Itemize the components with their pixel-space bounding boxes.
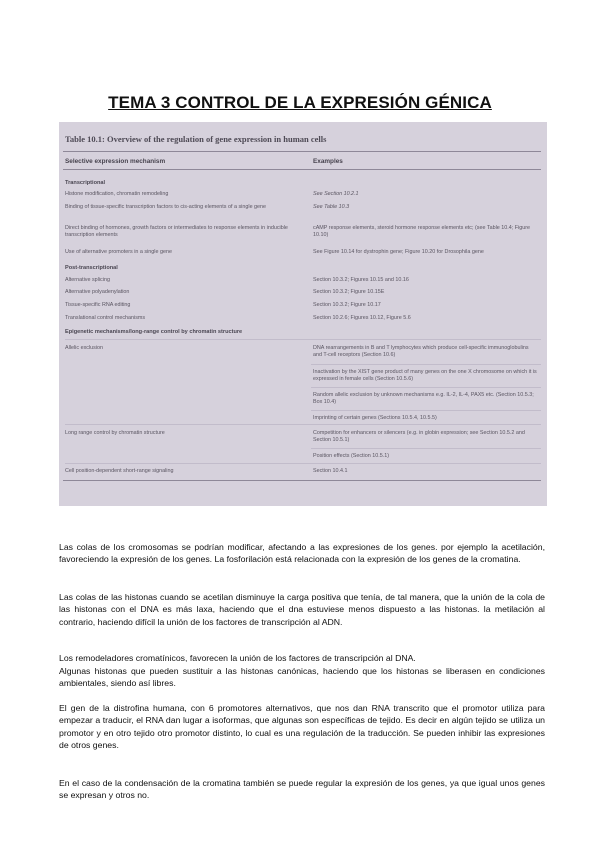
- row-rule: [65, 424, 541, 425]
- row-mechanism: Binding of tissue-specific transcription factors to cis-acting elements of a single gene: [65, 204, 267, 210]
- row-mechanism: Alternative splicing: [65, 277, 110, 283]
- paragraph-histone-tails: Las colas de las histonas cuando se acetilan disminuye la carga positiva que tenía, de tal manera, que la unión de la cola de las histonas con el DNA es más laxa, haciendo que el dna estuviese menos dispuesto a las histonas. la metilación al contrario, haciendo difícil la unión de los factores de transcripción al ADN.: [59, 592, 545, 627]
- scanned-table-image: [59, 122, 547, 506]
- row-example: cAMP response elements, steroid hormone response elements etc; (see Table 10.4; Figure 10.10): [313, 225, 531, 238]
- paragraph-remodelers: Los remodeladores cromatínicos, favorecen la unión de los factores de transcripción al DNA.: [59, 653, 416, 663]
- section-post-transcriptional: Post-transcriptional: [65, 265, 118, 271]
- row-example: Section 10.4.1: [313, 468, 348, 474]
- row-example: Position effects (Section 10.5.1): [313, 453, 390, 459]
- row-mechanism: Cell position-dependent short-range signaling: [65, 468, 174, 474]
- row-example: Section 10.3.2; Figures 10.15 and 10.16: [313, 277, 409, 283]
- row-example: DNA rearrangements in B and T lymphocytes which produce cell-specific immunoglobulins and T-cell receptors (Section 10.6): [313, 345, 529, 358]
- table-top-rule: [63, 151, 541, 152]
- table-caption-label: Table 10.1:: [65, 134, 105, 144]
- column-header-examples: Examples: [313, 158, 343, 165]
- row-mechanism: Long range control by chromatin structure: [65, 430, 165, 436]
- row-mechanism: Direct binding of hormones, growth factors or intermediates to response elements in inducible transcription elements: [65, 225, 288, 238]
- section-transcriptional: Transcriptional: [65, 180, 106, 186]
- row-rule: [311, 410, 541, 411]
- row-example: See Table 10.3: [313, 204, 350, 210]
- table-caption-text: Overview of the regulation of gene expression in human cells: [106, 134, 327, 144]
- row-example: Inactivation by the XIST gene product of many genes on the one X chromosome on which it is expressed in female cells (Section 10.5.6): [313, 369, 537, 382]
- paragraph-histone-variants: Algunas histonas que pueden sustituir a las histonas canónicas, haciendo que los histonas se liberasen en condiciones ambientales, siendo así libres.: [59, 666, 545, 689]
- row-example: Section 10.2.6; Figures 10.12, Figure 5.6: [313, 315, 411, 321]
- page-title: TEMA 3 CONTROL DE LA EXPRESIÓN GÉNICA: [108, 93, 492, 112]
- table-bottom-rule: [63, 480, 541, 481]
- row-example: See Section 10.2.1: [313, 191, 359, 197]
- row-example: Random allelic exclusion by unknown mechanisms e.g. IL-2, IL-4, PAX5 etc. (Section 10.5.3; Box 10.4): [313, 392, 534, 405]
- row-mechanism: Allelic exclusion: [65, 345, 104, 351]
- paragraph-acetylation: Las colas de los cromosomas se podrían modificar, afectando a las expresiones de los genes. por ejemplo la acetilación, favoreciendo la expresión de los genes. La fosforilación está relacionada con la expresión de los genes de la cromatina.: [59, 542, 545, 565]
- section-rule: [65, 339, 541, 340]
- row-mechanism: Alternative polyadenylation: [65, 289, 130, 295]
- row-example: Competition for enhancers or silencers (e.g. in globin expression; see Section 10.5.2 and Section 10.5.1): [313, 430, 525, 443]
- section-epigenetic: Epigenetic mechanisms/long-range control by chromatin structure: [65, 329, 243, 335]
- row-example: Section 10.3.2; Figure 10.15E: [313, 289, 385, 295]
- paragraph-chromatin-condensation: En el caso de la condensación de la cromatina también se puede regular la expresión de los genes, ya que igual unos genes se expresan y otros no.: [59, 778, 545, 801]
- table-header-rule: [63, 169, 541, 170]
- row-rule: [311, 387, 541, 388]
- row-example: See Figure 10.14 for dystrophin gene; Figure 10.20 for Drosophila gene: [313, 249, 484, 255]
- row-rule: [311, 448, 541, 449]
- column-header-mechanism: Selective expression mechanism: [65, 158, 166, 165]
- table-caption: [65, 134, 326, 144]
- paragraph-dystrophin: El gen de la distrofina humana, con 6 promotores alternativos, que nos dan RNA transcrito que el promotor utiliza para empezar a traducir, el RNA dan lugar a isoformas, que algunas son específicas de tejido. Es decir en algún tejido se utiliza un promotor y en otro tejido otro promotor distinto, lo cual es una regulación de la traducción. Se pueden inhibir las expresiones de otros genes.: [59, 703, 545, 751]
- row-mechanism: Histone modification, chromatin remodeling: [65, 191, 169, 197]
- row-mechanism: Use of alternative promoters in a single gene: [65, 249, 172, 255]
- row-mechanism: Translational control mechanisms: [65, 315, 146, 321]
- row-example: Section 10.3.2; Figure 10.17: [313, 302, 381, 308]
- row-rule: [311, 364, 541, 365]
- row-example: Imprinting of certain genes (Sections 10.5.4, 10.5.5): [313, 415, 437, 421]
- row-rule: [65, 463, 541, 464]
- row-mechanism: Tissue-specific RNA editing: [65, 302, 131, 308]
